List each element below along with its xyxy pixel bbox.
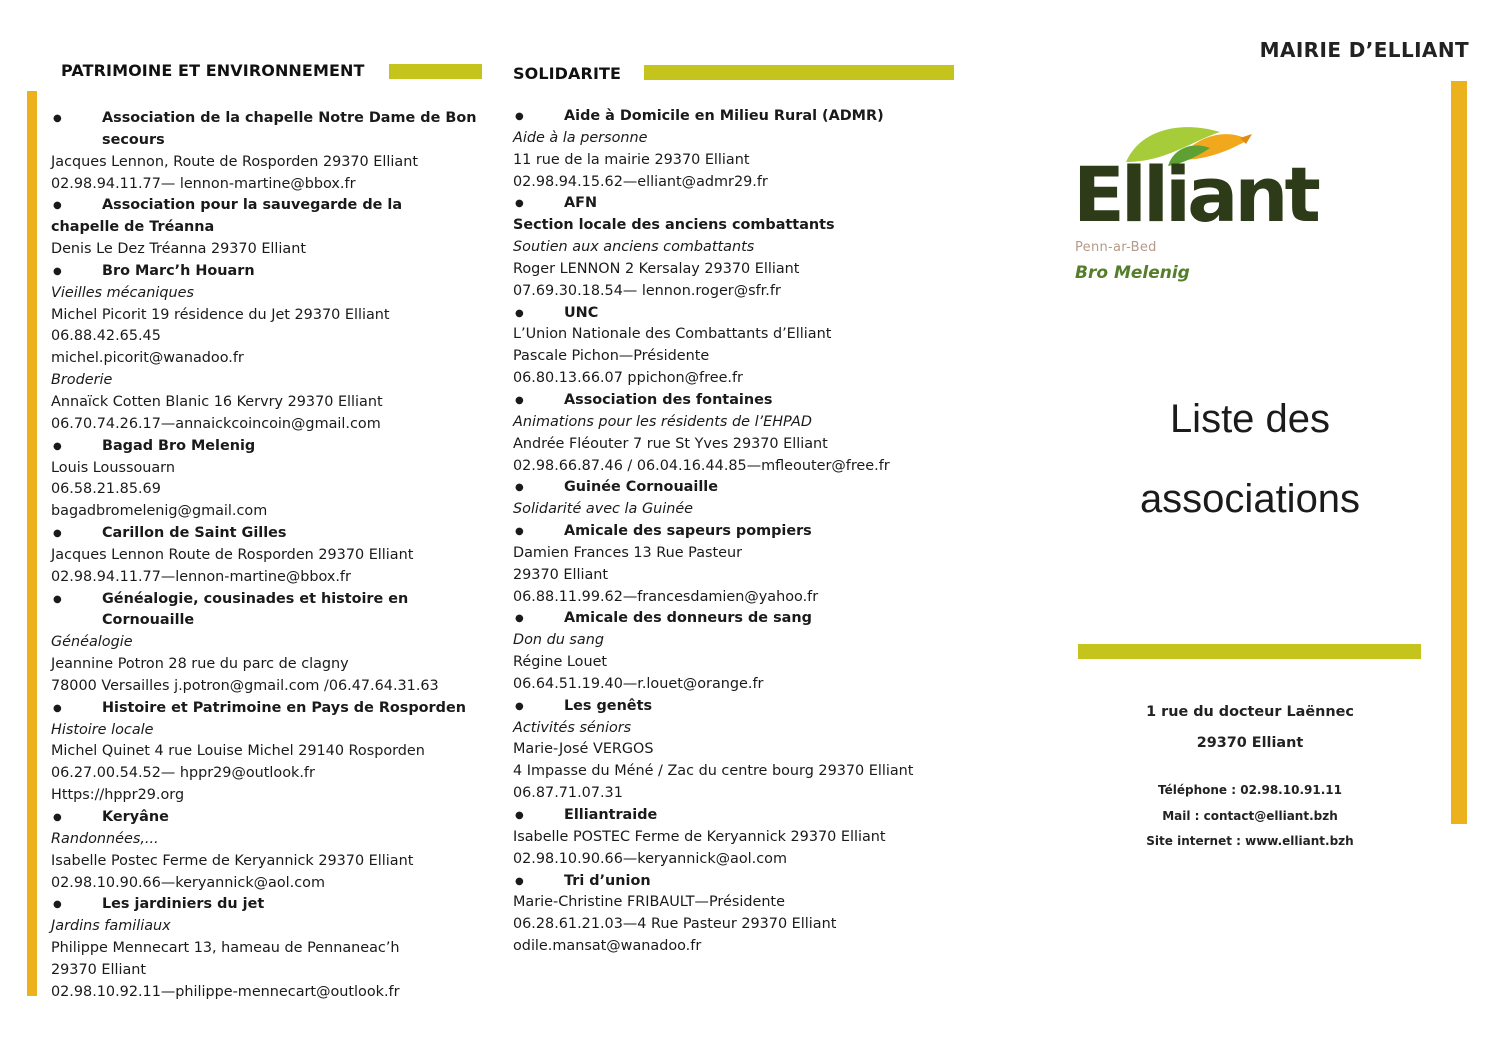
association-detail: Damien Frances 13 Rue Pasteur [513, 544, 743, 561]
association-name: Guinée Cornouaille [564, 479, 718, 496]
bullet-icon: ● [515, 111, 524, 122]
association-detail: 06.64.51.19.40—r.louet@orange.fr [513, 675, 764, 692]
association-detail: Philippe Mennecart 13, hameau de Pennaneac’h [51, 940, 400, 957]
association-heading [513, 303, 953, 325]
association-detail: 06.88.42.65.45 [51, 328, 161, 345]
association-heading [51, 436, 481, 458]
association-detail: 02.98.94.15.62—elliant@admr29.fr [513, 173, 768, 190]
bullet-icon: ● [53, 528, 62, 540]
association-heading [513, 390, 953, 412]
association-name: Elliantraide [564, 807, 658, 823]
association-detail: 02.98.10.90.66—keryannick@aol.com [513, 850, 787, 867]
left-title-bar [389, 64, 482, 79]
bullet-icon: ● [515, 307, 524, 319]
right-gold-bar [1451, 81, 1467, 824]
association-name: Association des fontaines [564, 391, 773, 408]
logo-wordmark: Elliant [1073, 150, 1317, 239]
logo-subtitle: Penn-ar-Bed [1075, 240, 1157, 255]
association-detail: 11 rue de la mairie 29370 Elliant [513, 151, 750, 168]
bullet-icon: ● [53, 702, 62, 714]
association-name: Bagad Bro Melenig [102, 437, 256, 454]
association-name-continued: secours [102, 131, 165, 148]
association-detail: 06.28.61.21.03—4 Rue Pasteur 29370 Elliant [513, 916, 837, 933]
association-activity: Vieilles mécaniques [51, 284, 194, 301]
association-detail: 06.27.00.54.52— hppr29@outlook.fr [51, 765, 315, 782]
left-association-list [51, 108, 481, 1004]
website-line[interactable]: Site internet : www.elliant.bzh [1146, 834, 1354, 848]
brochure-title-line2: associations [1139, 477, 1361, 521]
association-name: Tri d’union [564, 872, 651, 889]
association-detail: Louis Loussouarn [51, 459, 175, 476]
association-detail: odile.mansat@wanadoo.fr [513, 938, 702, 955]
association-heading [51, 261, 481, 283]
address-line1: 1 rue du docteur Laënnec [1146, 704, 1354, 720]
bullet-icon: ● [515, 482, 524, 494]
association-name: Les jardiniers du jet [102, 896, 265, 913]
association-name: Histoire et Patrimoine en Pays de Rosporden [102, 699, 466, 716]
association-detail: 78000 Versailles j.potron@gmail.com /06.47.64.31.63 [51, 677, 439, 694]
association-detail: 29370 Elliant [51, 961, 147, 978]
association-detail: Marie-José VERGOS [513, 741, 654, 758]
bullet-icon: ● [53, 899, 62, 911]
association-detail: Marie-Christine FRIBAULT—Présidente [513, 894, 785, 911]
bullet-icon: ● [515, 700, 524, 712]
association-name: Amicale des donneurs de sang [564, 610, 812, 627]
association-detail: 06.80.13.66.07 ppichon@free.fr [513, 370, 743, 387]
association-detail: Https://hppr29.org [51, 787, 185, 804]
bullet-icon: ● [53, 265, 62, 277]
mairie-heading: MAIRIE D’ELLIANT [1259, 38, 1469, 62]
left-gold-bar [27, 91, 37, 996]
association-name: Association de la chapelle Notre Dame de Bon [102, 110, 477, 126]
association-name: Les genêts [564, 697, 653, 714]
association-detail: 02.98.10.90.66—keryannick@aol.com [51, 874, 325, 891]
association-heading [513, 805, 953, 827]
association-detail: 02.98.66.87.46 / 06.04.16.44.85—mfleouter@free.fr [513, 457, 890, 474]
association-name-continued: Section locale des anciens combattants [513, 217, 835, 234]
association-detail: Isabelle POSTEC Ferme de Keryannick 29370 Elliant [513, 828, 886, 845]
association-name-continued: Cornouaille [102, 612, 195, 629]
association-name-continued: chapelle de Tréanna [51, 219, 215, 236]
association-activity: Broderie [51, 372, 113, 389]
association-heading [513, 193, 953, 215]
phone-line: Téléphone : 02.98.10.91.11 [1158, 783, 1342, 797]
association-activity: Aide à la personne [513, 129, 648, 146]
association-detail: 02.98.94.11.77— lennon-martine@bbox.fr [51, 175, 356, 192]
association-detail: Jeannine Potron 28 rue du parc de clagny [51, 656, 349, 673]
association-heading [513, 477, 953, 499]
association-heading [51, 523, 481, 545]
association-detail: 29370 Elliant [513, 566, 609, 583]
left-column-title: PATRIMOINE ET ENVIRONNEMENT [61, 61, 365, 80]
association-activity: Randonnées,... [51, 830, 159, 847]
association-heading [51, 195, 481, 217]
association-name: Association pour la sauvegarde de la [102, 197, 403, 214]
association-detail: 06.70.74.26.17—annaickcoincoin@gmail.com [51, 415, 381, 432]
association-detail: 02.98.10.92.11—philippe-mennecart@outlook.fr [51, 983, 400, 1000]
association-heading [513, 608, 953, 630]
association-detail: 06.88.11.99.62—francesdamien@yahoo.fr [513, 588, 819, 605]
bullet-icon: ● [53, 113, 62, 124]
bullet-icon: ● [515, 198, 524, 210]
bullet-icon: ● [53, 812, 62, 823]
association-detail: Jacques Lennon Route de Rosporden 29370 Elliant [51, 546, 414, 563]
association-detail: 07.69.30.18.54— lennon.roger@sfr.fr [513, 282, 781, 299]
association-heading [51, 698, 481, 720]
association-detail: Denis Le Dez Tréanna 29370 Elliant [51, 241, 306, 258]
association-detail: 06.87.71.07.31 [513, 785, 623, 802]
bullet-icon: ● [515, 810, 524, 821]
mail-line[interactable]: Mail : contact@elliant.bzh [1162, 809, 1338, 823]
middle-association-list [513, 106, 953, 958]
association-detail: Jacques Lennon, Route de Rosporden 29370 Elliant [51, 153, 418, 170]
association-name: Carillon de Saint Gilles [102, 525, 287, 542]
association-activity: Don du sang [513, 632, 604, 649]
association-detail: bagadbromelenig@gmail.com [51, 503, 268, 520]
association-activity: Histoire locale [51, 721, 154, 738]
bullet-icon: ● [515, 613, 524, 625]
association-detail: L’Union Nationale des Combattants d’Elliant [513, 326, 832, 343]
middle-column-title: SOLIDARITE [513, 64, 622, 83]
association-activity: Jardins familiaux [51, 918, 171, 935]
association-detail: Annaïck Cotten Blanic 16 Kervry 29370 Elliant [51, 393, 383, 410]
bullet-icon: ● [515, 526, 524, 538]
association-detail: 4 Impasse du Méné / Zac du centre bourg 29370 Elliant [513, 763, 914, 780]
association-name: Généalogie, cousinades et histoire en [102, 590, 409, 607]
bullet-icon: ● [515, 394, 524, 406]
association-heading [513, 696, 953, 718]
bullet-icon: ● [53, 440, 62, 452]
association-activity: Généalogie [51, 634, 133, 651]
association-activity: Animations pour les résidents de l’EHPAD [513, 413, 812, 430]
association-heading [51, 894, 481, 916]
association-heading [513, 106, 953, 128]
address-line2: 29370 Elliant [1196, 735, 1304, 751]
association-activity: Activités séniors [513, 719, 632, 736]
right-title-bar [1078, 644, 1421, 659]
logo-bro-melenig: Bro Melenig [1075, 263, 1190, 283]
association-name: AFN [564, 195, 598, 212]
association-detail: Pascale Pichon—Présidente [513, 348, 710, 365]
association-heading [513, 521, 953, 543]
association-detail: Michel Picorit 19 résidence du Jet 29370 Elliant [51, 306, 390, 323]
association-heading [513, 871, 953, 893]
bullet-icon: ● [515, 875, 524, 887]
association-name: Keryâne [102, 809, 169, 825]
association-name: Bro Marc’h Houarn [102, 262, 255, 279]
association-detail: Isabelle Postec Ferme de Keryannick 29370 Elliant [51, 852, 414, 869]
association-activity: Soutien aux anciens combattants [513, 239, 755, 256]
association-heading [51, 108, 481, 130]
association-name: Amicale des sapeurs pompiers [564, 523, 812, 540]
association-detail: Michel Quinet 4 rue Louise Michel 29140 Rosporden [51, 743, 425, 760]
bullet-icon: ● [53, 593, 62, 605]
brochure-title-line1: Liste des [1169, 397, 1331, 441]
association-activity: Solidarité avec la Guinée [513, 501, 694, 518]
middle-title-bar [644, 65, 954, 80]
association-detail: Régine Louet [513, 654, 608, 671]
association-heading [51, 807, 481, 829]
association-detail: Roger LENNON 2 Kersalay 29370 Elliant [513, 260, 800, 277]
association-heading [51, 589, 481, 611]
association-name: UNC [564, 304, 599, 321]
association-detail: Andrée Fléouter 7 rue St Yves 29370 Elliant [513, 435, 828, 452]
association-detail: 06.58.21.85.69 [51, 481, 161, 498]
association-detail: 02.98.94.11.77—lennon-martine@bbox.fr [51, 568, 351, 585]
bullet-icon: ● [53, 200, 62, 212]
association-detail: michel.picorit@wanadoo.fr [51, 350, 244, 367]
association-name: Aide à Domicile en Milieu Rural (ADMR) [564, 108, 884, 124]
